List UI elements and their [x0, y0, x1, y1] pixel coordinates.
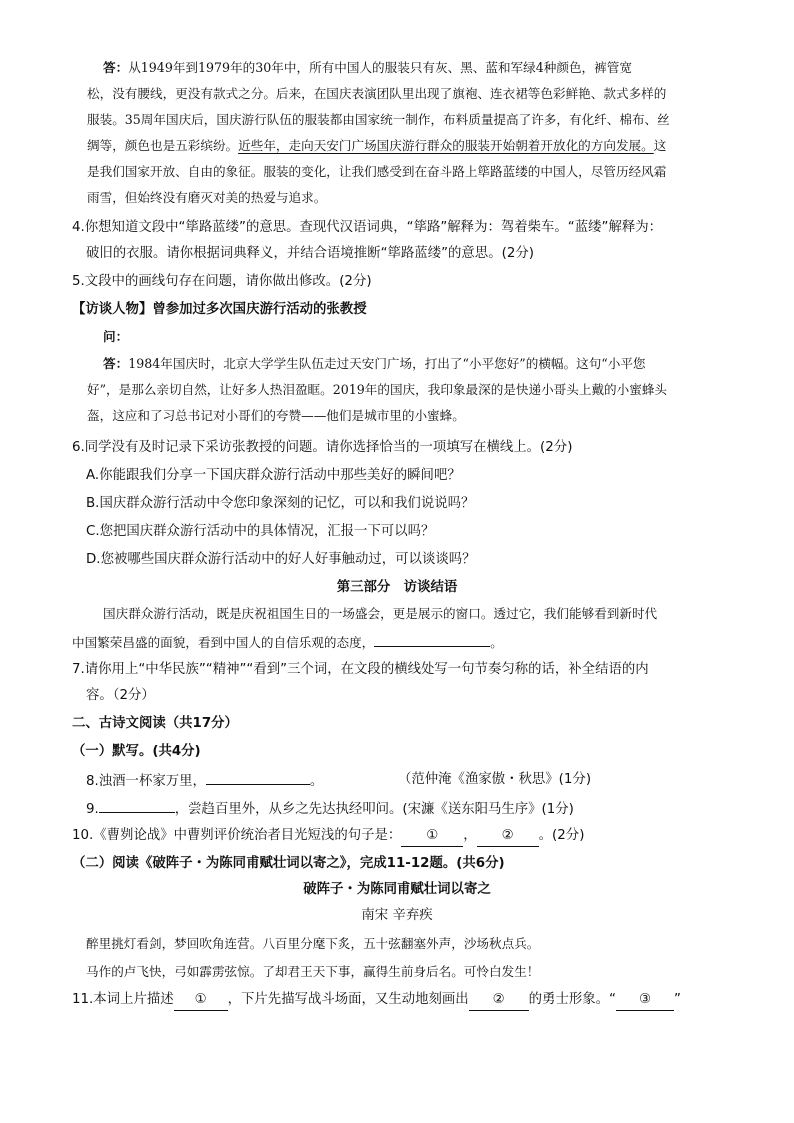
- section-2-sub-1: （一）默写。(共4分): [72, 744, 201, 759]
- question-4-line-2: 破旧的衣服。请你根据词典释义，并结合语境推断“筚路蓝缕”的意思。(2分): [86, 246, 534, 261]
- answer-line-5: 是我们国家开放、自由的象征。服装的变化，让我们感受到在奋斗路上筚路蓝缕的中国人，尽管历经风霜: [87, 164, 667, 179]
- poem-line-2: 马作的卢飞快，弓如霹雳弦惊。了却君王天下事，赢得生前身后名。可怜白发生！: [86, 964, 540, 979]
- part3-paragraph-line-2: 中国繁荣昌盛的面貌，看到中国人的自信乐观的态度， 。: [72, 632, 503, 653]
- answer-line-3: 服装。35周年国庆后，国庆游行队伍的服装都由国家统一制作，布料质量提高了许多，有化纤、棉布、丝: [87, 112, 670, 127]
- answer-blank[interactable]: [374, 632, 490, 647]
- answer-blank[interactable]: [206, 770, 310, 785]
- poem-author: 南宋 辛弃疾: [361, 908, 433, 923]
- question-6-option-a: A.你能跟我们分享一下国庆群众游行活动中那些美好的瞬间吧？: [86, 468, 461, 483]
- answer-blank[interactable]: [99, 798, 175, 813]
- answer-blank-3[interactable]: ③: [616, 990, 674, 1011]
- answer-blank-2[interactable]: ②: [469, 990, 529, 1011]
- answer-line-6: 雨雪，但始终没有磨灭对美的热爱与追求。: [87, 190, 327, 205]
- interview-answer-line-1: 答：1984年国庆时，北京大学学生队伍走过天安门广场，打出了“小平您好”的横幅。这句“小平您: [103, 356, 646, 371]
- question-6-option-d: D.您被哪些国庆群众游行活动中的好人好事触动过，可以谈谈吗？: [86, 552, 476, 567]
- poem-title: 破阵子・为陈同甫赋壮词以寄之: [303, 882, 491, 897]
- section-2-title: 二、古诗文阅读（共17分）: [72, 716, 238, 731]
- question-8-source: （范仲淹《渔家傲・秋思》(1分): [398, 772, 592, 787]
- question-5: 5.文段中的画线句存在问题，请你做出修改。(2分): [72, 274, 372, 289]
- question-4-line-1: 4.你想知道文段中“筚路蓝缕”的意思。查现代汉语词典，“筚路”解释为：驾着柴车。“蓝缕”解释为：: [72, 220, 663, 235]
- question-8: 8.浊酒一杯家万里， 。: [86, 770, 323, 792]
- section-2-sub-2: （二）阅读《破阵子・为陈同甫赋壮词以寄之》，完成11-12题。(共6分): [72, 856, 505, 871]
- answer-line-2: 松，没有腰线，更没有款式之分。后来，在国庆表演团队里出现了旗袍、连衣裙等色彩鲜艳、款式多样的: [87, 86, 667, 101]
- question-7-line-1: 7.请你用上“中华民族”“精神”“看到”三个词，在文段的横线处写一句节奏匀称的话，补全结语的内: [72, 662, 649, 677]
- answer-label: 答：: [103, 60, 129, 75]
- interview-heading: 【访谈人物】曾参加过多次国庆游行活动的张教授: [72, 302, 367, 317]
- underlined-sentence: 近些年，走向天安门广场国庆游行群众的服装开始朝着开放化的方向发展。: [238, 138, 654, 153]
- question-11: 11.本词上片描述 ① ，下片先描写战斗场面，又生动地刻画出 ② 的勇士形象。“ ③ ”: [72, 990, 681, 1011]
- part3-title: 第三部分 访谈结语: [336, 580, 458, 595]
- question-6-stem: 6.同学没有及时记录下采访张教授的问题。请你选择恰当的一项填写在横线上。(2分): [72, 440, 573, 455]
- poem-line-1: 醉里挑灯看剑，梦回吹角连营。八百里分麾下炙，五十弦翻塞外声，沙场秋点兵。: [86, 936, 540, 951]
- interview-answer-line-2: 好”，是那么亲切自然，让好多人热泪盈眶。2019年的国庆，我印象最深的是快递小哥头上戴的小蜜蜂头: [87, 382, 668, 397]
- part3-paragraph-line-1: 国庆群众游行活动，既是庆祝祖国生日的一场盛会，更是展示的窗口。透过它，我们能够看到新时代: [103, 606, 658, 621]
- question-7-line-2: 容。（2分）: [86, 688, 155, 703]
- answer-line-1: 答：从1949年到1979年的30年中，所有中国人的服装只有灰、黑、蓝和军绿4种颜色，裤管宽: [103, 60, 632, 75]
- answer-line-4: 绸等，颜色也是五彩缤纷。近些年，走向天安门广场国庆游行群众的服装开始朝着开放化的方向发展。这: [87, 138, 667, 153]
- answer-blank-1[interactable]: ①: [401, 826, 463, 847]
- answer-blank-2[interactable]: ②: [477, 826, 539, 847]
- question-9: 9. ，尝趋百里外，从乡之先达执经叩问。(宋濂《送东阳马生序》(1分): [86, 798, 574, 820]
- interview-question-label: 问：: [103, 329, 129, 344]
- question-10: 10.《曹刿论战》中曹刿评价统治者目光短浅的句子是： ① ， ② 。(2分): [72, 826, 584, 847]
- question-6-option-c: C.您把国庆群众游行活动中的具体情况，汇报一下可以吗？: [86, 524, 435, 539]
- interview-answer-line-3: 盔，这应和了习总书记对小哥们的夸赞——他们是城市里的小蜜蜂。: [87, 408, 465, 423]
- answer-blank-1[interactable]: ①: [174, 990, 228, 1011]
- question-6-option-b: B.国庆群众游行活动中令您印象深刻的记忆，可以和我们说说吗？: [86, 496, 475, 511]
